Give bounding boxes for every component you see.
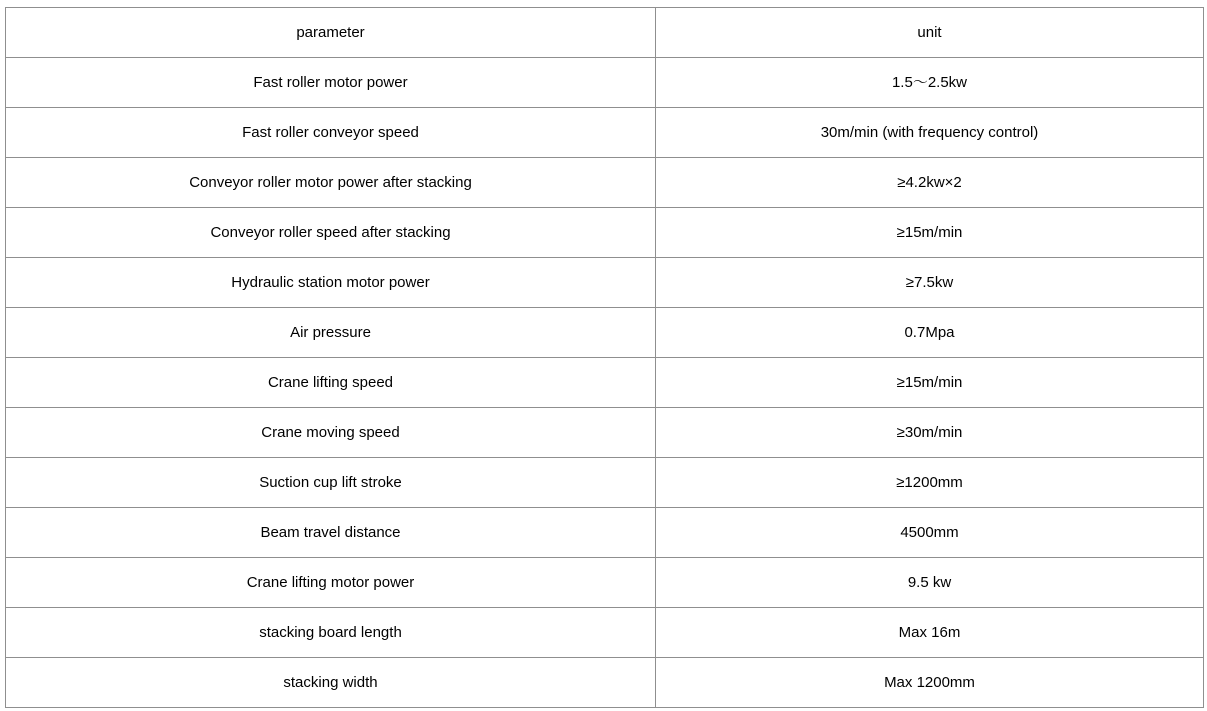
table-row (6, 58, 1204, 108)
parameter-cell: Suction cup lift stroke (6, 458, 656, 508)
table-row (6, 108, 1204, 158)
unit-cell: Max 16m (656, 608, 1204, 658)
header-parameter: parameter (6, 8, 656, 58)
parameter-cell: stacking board length (6, 608, 656, 658)
unit-cell: ≥15m/min (656, 358, 1204, 408)
unit-cell: ≥7.5kw (656, 258, 1204, 308)
parameter-cell: Crane moving speed (6, 408, 656, 458)
table-row (6, 158, 1204, 208)
unit-cell: 30m/min (with frequency control) (656, 108, 1204, 158)
unit-cell: 4500mm (656, 508, 1204, 558)
parameter-cell: Air pressure (6, 308, 656, 358)
table-row (6, 208, 1204, 258)
parameter-cell: Hydraulic station motor power (6, 258, 656, 308)
unit-cell: 1.5～2.5kw (656, 58, 1204, 108)
table-row (6, 558, 1204, 608)
unit-cell: Max 1200mm (656, 658, 1204, 708)
table-row (6, 308, 1204, 358)
parameter-cell: Conveyor roller motor power after stacking (6, 158, 656, 208)
parameter-table (5, 7, 1204, 708)
unit-cell: 9.5 kw (656, 558, 1204, 608)
parameter-cell: Conveyor roller speed after stacking (6, 208, 656, 258)
parameter-cell: Crane lifting motor power (6, 558, 656, 608)
table-row (6, 408, 1204, 458)
unit-cell: 0.7Mpa (656, 308, 1204, 358)
parameter-cell: Crane lifting speed (6, 358, 656, 408)
table-row (6, 458, 1204, 508)
parameter-cell: stacking width (6, 658, 656, 708)
parameter-cell: Fast roller motor power (6, 58, 656, 108)
unit-cell: ≥15m/min (656, 208, 1204, 258)
parameter-cell: Fast roller conveyor speed (6, 108, 656, 158)
unit-cell: ≥1200mm (656, 458, 1204, 508)
table-header-row (6, 8, 1204, 58)
header-unit: unit (656, 8, 1204, 58)
unit-cell: ≥30m/min (656, 408, 1204, 458)
table-row (6, 258, 1204, 308)
table-row (6, 658, 1204, 708)
parameter-cell: Beam travel distance (6, 508, 656, 558)
table-row (6, 608, 1204, 658)
unit-cell: ≥4.2kw×2 (656, 158, 1204, 208)
table-row (6, 358, 1204, 408)
table-row (6, 508, 1204, 558)
